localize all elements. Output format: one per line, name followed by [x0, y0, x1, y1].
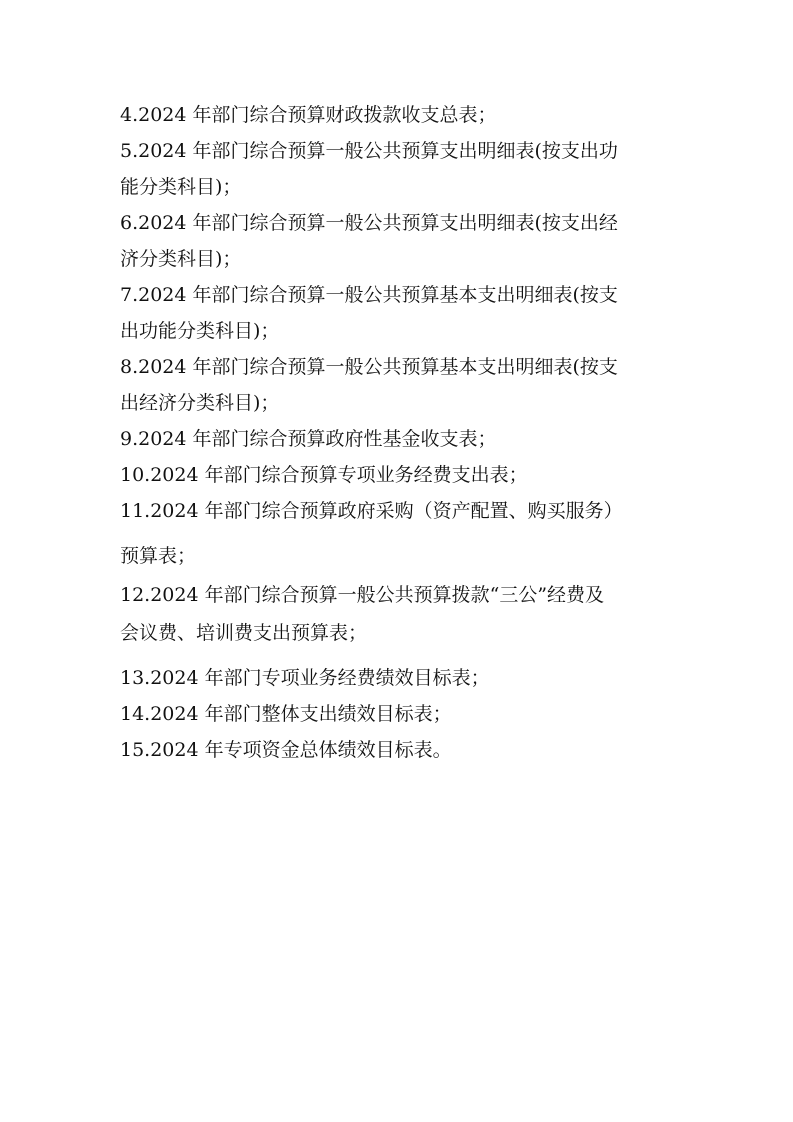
list-item-11-line-2: 预算表； — [120, 545, 197, 567]
list-item-7-line-1: 7.2024 年部门综合预算一般公共预算基本支出明细表(按支 — [120, 284, 618, 306]
list-item-9: 9.2024 年部门综合预算政府性基金收支表； — [120, 428, 497, 450]
list-item-15: 15.2024 年专项资金总体绩效目标表。 — [120, 739, 452, 761]
list-item-5-line-2: 能分类科目)； — [120, 176, 242, 198]
list-item-14: 14.2024 年部门整体支出绩效目标表； — [120, 703, 452, 725]
list-item-4: 4.2024 年部门综合预算财政拨款收支总表； — [120, 104, 497, 126]
list-item-11-line-1: 11.2024 年部门综合预算政府采购（资产配置、购买服务） — [120, 500, 623, 522]
list-item-13: 13.2024 年部门专项业务经费绩效目标表； — [120, 667, 490, 689]
list-item-8-line-1: 8.2024 年部门综合预算一般公共预算基本支出明细表(按支 — [120, 356, 618, 378]
list-item-12-line-2: 会议费、培训费支出预算表； — [120, 622, 368, 644]
document-body — [120, 103, 680, 762]
list-item-7-line-2: 出功能分类科目)； — [120, 320, 280, 342]
list-item-8-line-2: 出经济分类科目)； — [120, 392, 280, 414]
list-item-6-line-2: 济分类科目)； — [120, 248, 242, 270]
list-item-5-line-1: 5.2024 年部门综合预算一般公共预算支出明细表(按支出功 — [120, 140, 618, 162]
list-item-6-line-1: 6.2024 年部门综合预算一般公共预算支出明细表(按支出经 — [120, 212, 618, 234]
list-item-10: 10.2024 年部门综合预算专项业务经费支出表； — [120, 464, 528, 486]
list-item-12-line-1: 12.2024 年部门综合预算一般公共预算拨款“三公”经费及 — [120, 584, 605, 606]
